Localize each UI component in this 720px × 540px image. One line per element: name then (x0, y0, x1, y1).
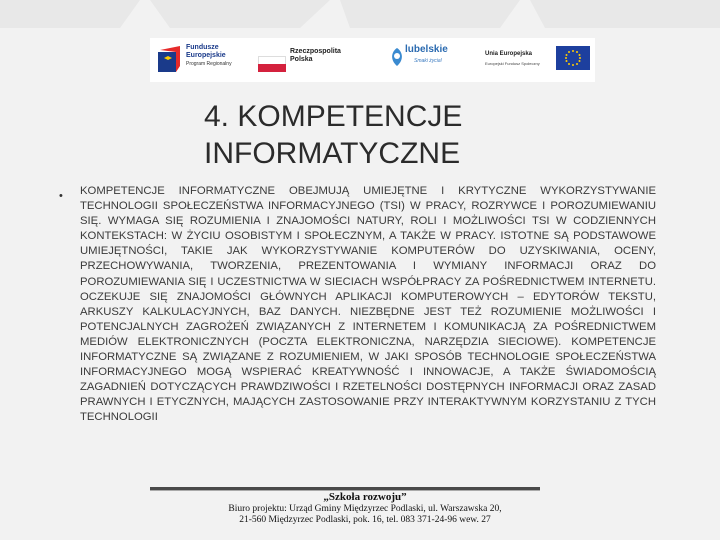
footer-address-2: 21-560 Międzyrzec Podlaski, pok. 16, tel. 083 371-24-96 wew. 27 (239, 515, 491, 525)
footer-address-1: Biuro projektu: Urząd Gminy Międzyrzec Podlaski, ul. Warszawska 20, (228, 504, 502, 514)
ue-sub: Europejski Fundusz Społeczny (485, 61, 540, 66)
bullet-marker: • (59, 190, 63, 202)
slide-title (204, 98, 564, 172)
fundusze-europejskie-logo (150, 38, 250, 82)
ue-line1: Unia Europejska (485, 51, 533, 57)
lubelskie-name: lubelskie (405, 44, 448, 55)
fundusze-europejskie-icon (156, 44, 184, 74)
lubelskie-sub: Smaki życia! (414, 58, 443, 64)
eu-flag-icon (556, 46, 590, 70)
footer-info (215, 491, 515, 526)
rp-line1: Rzeczpospolita (290, 48, 341, 55)
slide-body-text: KOMPETENCJE INFORMATYCZNE OBEJMUJĄ UMIEJĘTNE I KRYTYCZNE WYKORZYSTYWANIE TECHNOLOGII SPOŁECZEŃSTWA INFORMACYJNEGO (TSI) W PRACY, ROZRYWCE I POROZUMIEWANIU SIĘ. WYMAGA SIĘ ROZUMIENIA I ZNAJOMOŚCI NATURY, ROLI I MOŻLIWOŚCI TSI W CODZIENNYCH KONTEKSTACH: W ŻYCIU OSOBISTYM I SPOŁECZNYM, A TAKŻE W PRACY. ISTOTNE SĄ PODSTAWOWE UMIEJĘTNOŚCI, TAKIE JAK WYKORZYSTYWANIE KOMPUTERÓW DO UZYSKIWANIA, OCENY, PRZECHOWYWANIA, TWORZENIA, PREZENTOWANIA I WYMIANY INFORMACJI ORAZ DO POROZUMIEWANIA SIĘ I UCZESTNICTWA W SIECIACH WSPÓŁPRACY ZA POŚREDNICTWEM INTERNETU. OCZEKUJE SIĘ ZNAJOMOŚCI GŁÓWNYCH APLIKACJI KOMPUTEROWYCH – EDYTORÓW TEKSTU, ARKUSZY KALKULACYJNYCH, BAZ DANYCH. NIEZBĘDNE JEST TEŻ ROZUMIENIE MOŻLIWOŚCI I POTENCJALNYCH ZAGROŻEŃ ZWIĄZANYCH Z INTERNETEM I KOMUNIKACJĄ ZA POŚREDNICTWEM MEDIÓW ELEKTRONICZNYCH (POCZTA ELEKTRONICZNA, NARZĘDZIA SIECIOWE). KOMPETENCJE INFORMATYCZNE SĄ ZWIĄZANE Z ROZUMIENIEM, W JAKI SPOSÓB TECHNOLOGIE SPOŁECZEŃSTWA INFORMACYJNEGO MOGĄ WSPIERAĆ KREATYWNOŚĆ I INNOWACJE, A TAKŻE ŚWIADOMOŚCIĄ ZAGADNIEŃ DOTYCZĄCYCH PRAWDZIWOŚCI I RZETELNOŚCI DOSTĘPNYCH INFORMACJI ORAZ ZASAD PRAWNYCH I ETYCZNYCH, MAJĄCYCH ZASTOSOWANIE PRZY INTERAKTYWNYM KORZYSTANIU Z TYCH TECHNOLOGII (80, 185, 656, 424)
fe-line1: Fundusze (186, 44, 219, 51)
rp-line2: Polska (290, 56, 313, 63)
lubelskie-icon (388, 46, 406, 68)
fe-line2: Europejskie (186, 52, 226, 59)
fe-sub: Program Regionalny (186, 61, 232, 67)
sponsor-logos-strip (150, 38, 595, 82)
footer-project-name: „Szkoła rozwoju” (323, 491, 407, 503)
top-decorative-bars (0, 0, 720, 30)
rzeczpospolita-polska-logo (290, 48, 341, 64)
title-line-2: INFORMATYCZNE (204, 137, 461, 170)
fundusze-europejskie-text (186, 44, 232, 68)
polish-flag-red (258, 64, 286, 72)
title-line-1: 4. KOMPETENCJE (204, 100, 463, 133)
unia-europejska-logo (485, 50, 540, 69)
